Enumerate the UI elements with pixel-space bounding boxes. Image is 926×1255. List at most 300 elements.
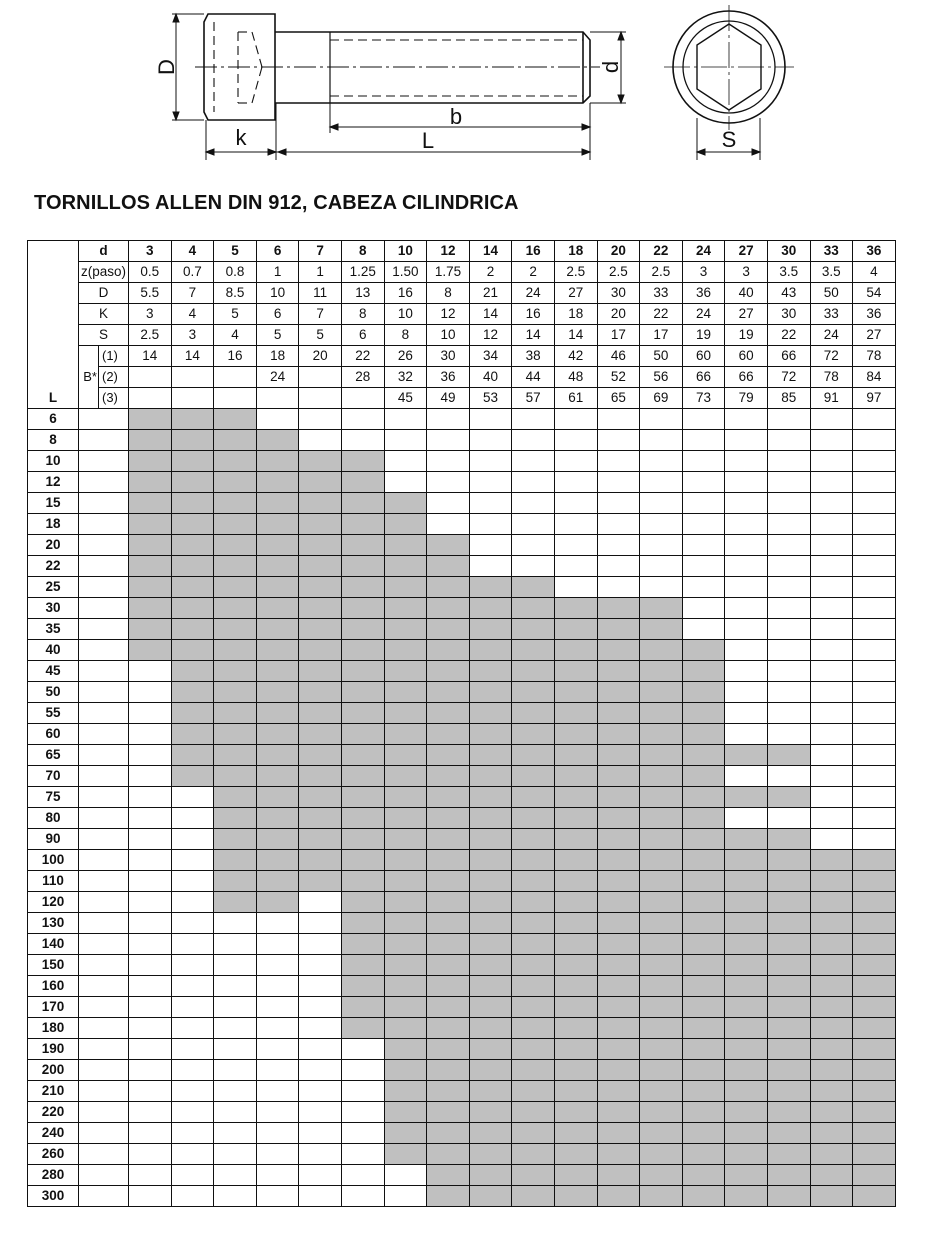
available-cell bbox=[725, 871, 768, 892]
b-value: 44 bbox=[512, 367, 555, 388]
available-cell bbox=[427, 976, 470, 997]
blank-cell bbox=[79, 577, 129, 598]
available-cell bbox=[597, 1060, 640, 1081]
unavailable-cell bbox=[725, 640, 768, 661]
available-cell bbox=[427, 619, 470, 640]
unavailable-cell bbox=[256, 1018, 299, 1039]
screw-size-table bbox=[27, 240, 896, 1207]
unavailable-cell bbox=[256, 1186, 299, 1207]
available-cell bbox=[682, 1060, 725, 1081]
b-value: 85 bbox=[767, 388, 810, 409]
available-cell bbox=[256, 808, 299, 829]
unavailable-cell bbox=[384, 451, 427, 472]
spec-value: 5 bbox=[299, 325, 342, 346]
available-cell bbox=[597, 850, 640, 871]
spec-value: 5 bbox=[256, 325, 299, 346]
diameter-header: 7 bbox=[299, 241, 342, 262]
available-cell bbox=[512, 661, 555, 682]
available-cell bbox=[512, 997, 555, 1018]
unavailable-cell bbox=[469, 430, 512, 451]
length-label: 35 bbox=[28, 619, 79, 640]
unavailable-cell bbox=[384, 430, 427, 451]
available-cell bbox=[682, 1102, 725, 1123]
available-cell bbox=[554, 955, 597, 976]
spec-value: 2 bbox=[512, 262, 555, 283]
unavailable-cell bbox=[299, 1186, 342, 1207]
available-cell bbox=[640, 1165, 683, 1186]
unavailable-cell bbox=[682, 514, 725, 535]
available-cell bbox=[214, 619, 257, 640]
unavailable-cell bbox=[256, 1039, 299, 1060]
unavailable-cell bbox=[214, 913, 257, 934]
b-row bbox=[28, 388, 896, 409]
available-cell bbox=[512, 934, 555, 955]
corner-cell bbox=[28, 241, 79, 262]
unavailable-cell bbox=[767, 703, 810, 724]
b-value: 40 bbox=[469, 367, 512, 388]
available-cell bbox=[640, 913, 683, 934]
unavailable-cell bbox=[853, 493, 896, 514]
b-value: 60 bbox=[682, 346, 725, 367]
available-cell bbox=[299, 703, 342, 724]
available-cell bbox=[256, 640, 299, 661]
diameter-header: 3 bbox=[129, 241, 172, 262]
available-cell bbox=[341, 598, 384, 619]
length-row bbox=[28, 1018, 896, 1039]
available-cell bbox=[597, 682, 640, 703]
unavailable-cell bbox=[341, 1186, 384, 1207]
unavailable-cell bbox=[810, 409, 853, 430]
length-row bbox=[28, 1102, 896, 1123]
available-cell bbox=[810, 1102, 853, 1123]
available-cell bbox=[767, 892, 810, 913]
unavailable-cell bbox=[214, 1123, 257, 1144]
available-cell bbox=[725, 892, 768, 913]
blank-cell bbox=[79, 1186, 129, 1207]
length-label: 130 bbox=[28, 913, 79, 934]
diameter-header: 20 bbox=[597, 241, 640, 262]
available-cell bbox=[427, 1060, 470, 1081]
unavailable-cell bbox=[682, 619, 725, 640]
available-cell bbox=[725, 745, 768, 766]
available-cell bbox=[640, 1186, 683, 1207]
unavailable-cell bbox=[299, 913, 342, 934]
spec-value: 14 bbox=[554, 325, 597, 346]
length-label: 210 bbox=[28, 1081, 79, 1102]
available-cell bbox=[384, 535, 427, 556]
unavailable-cell bbox=[171, 913, 214, 934]
length-label: 120 bbox=[28, 892, 79, 913]
available-cell bbox=[597, 766, 640, 787]
available-cell bbox=[384, 703, 427, 724]
length-label: 22 bbox=[28, 556, 79, 577]
available-cell bbox=[853, 1165, 896, 1186]
available-cell bbox=[597, 1123, 640, 1144]
length-row bbox=[28, 871, 896, 892]
available-cell bbox=[853, 1102, 896, 1123]
available-cell bbox=[384, 682, 427, 703]
unavailable-cell bbox=[129, 1039, 172, 1060]
unavailable-cell bbox=[171, 1123, 214, 1144]
b-value: 38 bbox=[512, 346, 555, 367]
unavailable-cell bbox=[427, 451, 470, 472]
length-label: 300 bbox=[28, 1186, 79, 1207]
length-row bbox=[28, 451, 896, 472]
unavailable-cell bbox=[299, 409, 342, 430]
available-cell bbox=[554, 1123, 597, 1144]
available-cell bbox=[682, 892, 725, 913]
spec-value: 10 bbox=[256, 283, 299, 304]
available-cell bbox=[554, 808, 597, 829]
available-cell bbox=[512, 913, 555, 934]
unavailable-cell bbox=[725, 514, 768, 535]
available-cell bbox=[682, 1186, 725, 1207]
blank-cell bbox=[79, 850, 129, 871]
available-cell bbox=[597, 892, 640, 913]
available-cell bbox=[512, 598, 555, 619]
length-row bbox=[28, 787, 896, 808]
available-cell bbox=[427, 1081, 470, 1102]
L-label: L bbox=[28, 388, 79, 409]
available-cell bbox=[384, 556, 427, 577]
available-cell bbox=[171, 703, 214, 724]
available-cell bbox=[129, 472, 172, 493]
blank-cell bbox=[79, 787, 129, 808]
available-cell bbox=[384, 1039, 427, 1060]
b-value: 46 bbox=[597, 346, 640, 367]
label-b: b bbox=[449, 104, 463, 129]
unavailable-cell bbox=[810, 514, 853, 535]
available-cell bbox=[384, 745, 427, 766]
spec-value: 2.5 bbox=[597, 262, 640, 283]
available-cell bbox=[853, 934, 896, 955]
available-cell bbox=[640, 871, 683, 892]
available-cell bbox=[129, 451, 172, 472]
spec-value: 43 bbox=[767, 283, 810, 304]
available-cell bbox=[299, 682, 342, 703]
length-label: 65 bbox=[28, 745, 79, 766]
unavailable-cell bbox=[767, 598, 810, 619]
diameter-header: 14 bbox=[469, 241, 512, 262]
length-row bbox=[28, 493, 896, 514]
available-cell bbox=[256, 829, 299, 850]
spec-value: 13 bbox=[341, 283, 384, 304]
available-cell bbox=[853, 997, 896, 1018]
available-cell bbox=[256, 892, 299, 913]
diameter-header: 27 bbox=[725, 241, 768, 262]
available-cell bbox=[256, 703, 299, 724]
spec-value: 2.5 bbox=[129, 325, 172, 346]
diameter-header: 22 bbox=[640, 241, 683, 262]
spec-value: 6 bbox=[341, 325, 384, 346]
length-label: 200 bbox=[28, 1060, 79, 1081]
available-cell bbox=[256, 514, 299, 535]
unavailable-cell bbox=[767, 556, 810, 577]
available-cell bbox=[725, 997, 768, 1018]
available-cell bbox=[469, 808, 512, 829]
blank-cell bbox=[79, 409, 129, 430]
available-cell bbox=[384, 934, 427, 955]
unavailable-cell bbox=[214, 1186, 257, 1207]
unavailable-cell bbox=[554, 556, 597, 577]
available-cell bbox=[341, 577, 384, 598]
b-value: 69 bbox=[640, 388, 683, 409]
unavailable-cell bbox=[299, 976, 342, 997]
blank-cell bbox=[79, 1102, 129, 1123]
available-cell bbox=[640, 766, 683, 787]
available-cell bbox=[810, 955, 853, 976]
available-cell bbox=[810, 850, 853, 871]
available-cell bbox=[214, 409, 257, 430]
available-cell bbox=[597, 1039, 640, 1060]
length-row bbox=[28, 1081, 896, 1102]
available-cell bbox=[640, 976, 683, 997]
unavailable-cell bbox=[725, 724, 768, 745]
spec-row bbox=[28, 304, 896, 325]
spec-value: 27 bbox=[725, 304, 768, 325]
corner-cell bbox=[28, 283, 79, 304]
available-cell bbox=[554, 1039, 597, 1060]
available-cell bbox=[682, 745, 725, 766]
unavailable-cell bbox=[171, 976, 214, 997]
unavailable-cell bbox=[129, 913, 172, 934]
unavailable-cell bbox=[597, 472, 640, 493]
blank-cell bbox=[79, 514, 129, 535]
available-cell bbox=[682, 997, 725, 1018]
available-cell bbox=[682, 724, 725, 745]
available-cell bbox=[853, 892, 896, 913]
unavailable-cell bbox=[597, 556, 640, 577]
available-cell bbox=[129, 430, 172, 451]
available-cell bbox=[171, 640, 214, 661]
b-value: 53 bbox=[469, 388, 512, 409]
unavailable-cell bbox=[554, 493, 597, 514]
length-label: 260 bbox=[28, 1144, 79, 1165]
length-label: 10 bbox=[28, 451, 79, 472]
unavailable-cell bbox=[853, 430, 896, 451]
available-cell bbox=[129, 577, 172, 598]
available-cell bbox=[512, 955, 555, 976]
available-cell bbox=[512, 829, 555, 850]
unavailable-cell bbox=[853, 535, 896, 556]
available-cell bbox=[256, 724, 299, 745]
spec-value: 0.5 bbox=[129, 262, 172, 283]
length-row bbox=[28, 640, 896, 661]
unavailable-cell bbox=[129, 1018, 172, 1039]
available-cell bbox=[427, 787, 470, 808]
length-label: 170 bbox=[28, 997, 79, 1018]
unavailable-cell bbox=[725, 556, 768, 577]
available-cell bbox=[810, 1081, 853, 1102]
blank-cell bbox=[79, 913, 129, 934]
available-cell bbox=[256, 745, 299, 766]
spec-value: 1 bbox=[256, 262, 299, 283]
available-cell bbox=[214, 514, 257, 535]
available-cell bbox=[554, 1102, 597, 1123]
available-cell bbox=[299, 850, 342, 871]
unavailable-cell bbox=[256, 1165, 299, 1186]
spec-value: 1.25 bbox=[341, 262, 384, 283]
available-cell bbox=[640, 703, 683, 724]
available-cell bbox=[469, 1018, 512, 1039]
unavailable-cell bbox=[853, 451, 896, 472]
length-label: 90 bbox=[28, 829, 79, 850]
available-cell bbox=[512, 1144, 555, 1165]
unavailable-cell bbox=[129, 787, 172, 808]
available-cell bbox=[341, 703, 384, 724]
corner-cell bbox=[28, 325, 79, 346]
available-cell bbox=[469, 850, 512, 871]
available-cell bbox=[256, 451, 299, 472]
available-cell bbox=[427, 556, 470, 577]
spec-value: 16 bbox=[384, 283, 427, 304]
unavailable-cell bbox=[129, 871, 172, 892]
screw-end-view bbox=[664, 5, 794, 130]
available-cell bbox=[129, 619, 172, 640]
available-cell bbox=[256, 430, 299, 451]
unavailable-cell bbox=[129, 1102, 172, 1123]
available-cell bbox=[384, 787, 427, 808]
corner-cell bbox=[28, 262, 79, 283]
b-value: 20 bbox=[299, 346, 342, 367]
available-cell bbox=[384, 850, 427, 871]
available-cell bbox=[427, 745, 470, 766]
unavailable-cell bbox=[767, 640, 810, 661]
available-cell bbox=[469, 661, 512, 682]
diameter-header: 6 bbox=[256, 241, 299, 262]
unavailable-cell bbox=[810, 766, 853, 787]
unavailable-cell bbox=[171, 934, 214, 955]
unavailable-cell bbox=[682, 430, 725, 451]
b-value: 24 bbox=[256, 367, 299, 388]
blank-cell bbox=[79, 535, 129, 556]
unavailable-cell bbox=[640, 577, 683, 598]
blank-cell bbox=[79, 640, 129, 661]
available-cell bbox=[554, 1018, 597, 1039]
diameter-header: 33 bbox=[810, 241, 853, 262]
b-value: 61 bbox=[554, 388, 597, 409]
available-cell bbox=[341, 934, 384, 955]
available-cell bbox=[725, 913, 768, 934]
spec-value: 10 bbox=[427, 325, 470, 346]
unavailable-cell bbox=[214, 1165, 257, 1186]
unavailable-cell bbox=[853, 703, 896, 724]
b-value: 91 bbox=[810, 388, 853, 409]
available-cell bbox=[640, 1081, 683, 1102]
spec-label: K bbox=[79, 304, 129, 325]
length-row bbox=[28, 724, 896, 745]
unavailable-cell bbox=[512, 430, 555, 451]
available-cell bbox=[299, 577, 342, 598]
unavailable-cell bbox=[469, 493, 512, 514]
available-cell bbox=[129, 640, 172, 661]
available-cell bbox=[256, 871, 299, 892]
unavailable-cell bbox=[129, 850, 172, 871]
available-cell bbox=[725, 976, 768, 997]
available-cell bbox=[682, 787, 725, 808]
length-row bbox=[28, 1039, 896, 1060]
unavailable-cell bbox=[469, 556, 512, 577]
unavailable-cell bbox=[171, 955, 214, 976]
unavailable-cell bbox=[767, 472, 810, 493]
unavailable-cell bbox=[341, 430, 384, 451]
spec-value: 1.75 bbox=[427, 262, 470, 283]
unavailable-cell bbox=[129, 1081, 172, 1102]
length-label: 55 bbox=[28, 703, 79, 724]
available-cell bbox=[810, 1165, 853, 1186]
available-cell bbox=[640, 682, 683, 703]
b-label-spacer bbox=[79, 346, 99, 367]
spec-row bbox=[28, 262, 896, 283]
spec-value: 1 bbox=[299, 262, 342, 283]
blank-cell bbox=[79, 451, 129, 472]
available-cell bbox=[427, 661, 470, 682]
available-cell bbox=[810, 1039, 853, 1060]
available-cell bbox=[214, 598, 257, 619]
available-cell bbox=[171, 514, 214, 535]
available-cell bbox=[299, 766, 342, 787]
available-cell bbox=[171, 577, 214, 598]
available-cell bbox=[256, 598, 299, 619]
b-value: 50 bbox=[640, 346, 683, 367]
length-row bbox=[28, 472, 896, 493]
unavailable-cell bbox=[597, 409, 640, 430]
available-cell bbox=[554, 598, 597, 619]
blank-cell bbox=[79, 1039, 129, 1060]
available-cell bbox=[299, 619, 342, 640]
available-cell bbox=[767, 1081, 810, 1102]
spec-value: 11 bbox=[299, 283, 342, 304]
unavailable-cell bbox=[725, 598, 768, 619]
length-label: 160 bbox=[28, 976, 79, 997]
unavailable-cell bbox=[299, 1144, 342, 1165]
length-label: 8 bbox=[28, 430, 79, 451]
unavailable-cell bbox=[299, 1102, 342, 1123]
available-cell bbox=[214, 787, 257, 808]
available-cell bbox=[767, 913, 810, 934]
unavailable-cell bbox=[214, 1039, 257, 1060]
available-cell bbox=[171, 619, 214, 640]
available-cell bbox=[554, 682, 597, 703]
unavailable-cell bbox=[129, 745, 172, 766]
spec-value: 10 bbox=[384, 304, 427, 325]
blank-cell bbox=[79, 1165, 129, 1186]
dimension-lines bbox=[172, 14, 760, 160]
unavailable-cell bbox=[512, 493, 555, 514]
available-cell bbox=[299, 493, 342, 514]
unavailable-cell bbox=[256, 955, 299, 976]
unavailable-cell bbox=[682, 472, 725, 493]
unavailable-cell bbox=[554, 451, 597, 472]
unavailable-cell bbox=[640, 535, 683, 556]
unavailable-cell bbox=[725, 472, 768, 493]
blank-cell bbox=[79, 1060, 129, 1081]
unavailable-cell bbox=[427, 493, 470, 514]
available-cell bbox=[725, 1144, 768, 1165]
blank-cell bbox=[79, 766, 129, 787]
available-cell bbox=[554, 913, 597, 934]
available-cell bbox=[640, 1144, 683, 1165]
available-cell bbox=[597, 703, 640, 724]
unavailable-cell bbox=[853, 640, 896, 661]
available-cell bbox=[767, 1018, 810, 1039]
b-value: 65 bbox=[597, 388, 640, 409]
available-cell bbox=[512, 871, 555, 892]
unavailable-cell bbox=[427, 409, 470, 430]
b-sub-label: (3) bbox=[99, 388, 129, 409]
spec-value: 5.5 bbox=[129, 283, 172, 304]
blank-cell bbox=[79, 997, 129, 1018]
